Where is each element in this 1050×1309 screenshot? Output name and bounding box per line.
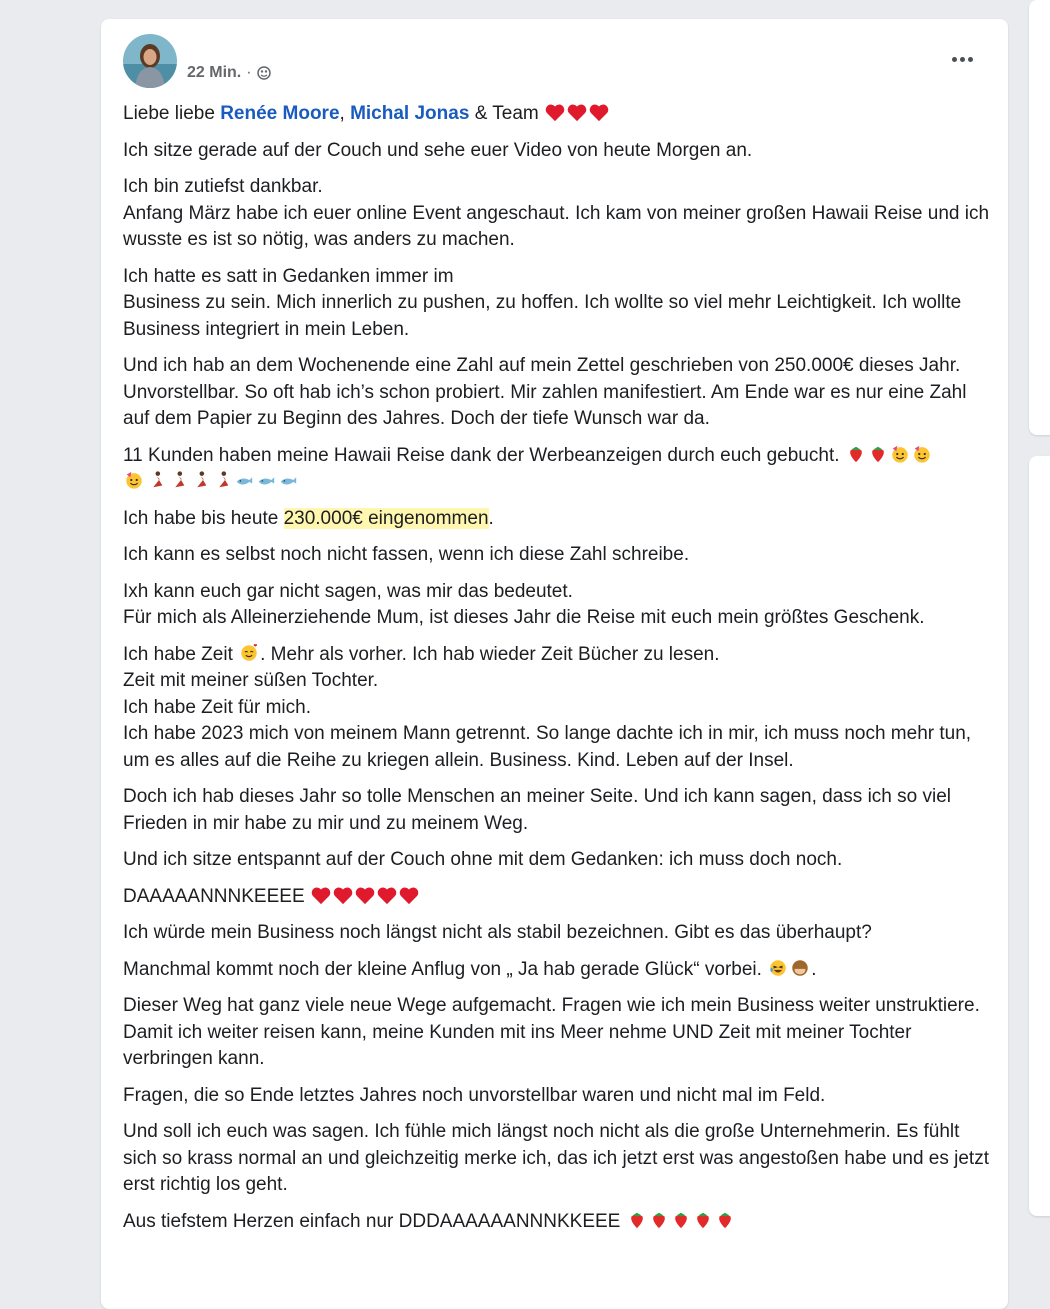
paragraph-line: 11 Kunden haben meine Hawaii Reise dank der Werbeanzeigen durch euch gebucht. (123, 444, 840, 466)
post-paragraph: Ich sitze gerade auf der Couch und sehe euer Video von heute Morgen an. (123, 139, 753, 161)
avatar[interactable] (123, 34, 177, 88)
post-paragraph (123, 642, 993, 775)
paragraph-line: Ich habe 2023 mich von meinem Mann getrennt. So lange dachte ich in mir, ich muss noch mehr tun, um es alles auf die Reihe zu kriegen allein. Business. Kind. Leben auf der Insel. (123, 723, 972, 771)
strawberry-icon (648, 1210, 670, 1230)
post-paragraph (123, 101, 993, 128)
post-paragraph (123, 443, 993, 496)
see-no-evil-monkey-icon (789, 958, 811, 978)
greeting-text: Liebe liebe (123, 103, 215, 124)
strawberry-icon (670, 1210, 692, 1230)
smiling-face-with-hearts-icon (238, 643, 260, 663)
paragraph-line: Und ich hab an dem Wochenende eine Zahl auf mein Zettel geschrieben von 250.000€ dieses Jahr. (123, 355, 961, 376)
paragraph-line: DAAAAANNNKEEEE (123, 885, 305, 907)
period: . (488, 507, 494, 529)
whale-icon (277, 470, 299, 490)
paragraph-line: Unvorstellbar. So oft hab ich’s schon probiert. Mir zahlen manifestiert. Am Ende war es nur eine Zahl auf dem Papier zu Beginn des Jahres. Doch der tiefe Wunsch war da. (123, 381, 967, 429)
post-paragraph: Ich kann es selbst noch nicht fassen, wenn ich diese Zahl schreibe. (123, 544, 690, 565)
post-paragraph (123, 353, 993, 433)
post-text (123, 101, 993, 1245)
heart-emoji-group (544, 102, 610, 122)
party-face-icon (911, 444, 933, 464)
paragraph-line: Ich bin zutiefst dankbar. (123, 176, 323, 197)
post-paragraph: Fragen, die so Ende letztes Jahres noch unvorstellbar waren und nicht mal im Feld. (123, 1084, 826, 1106)
red-heart-icon (398, 885, 420, 905)
paragraph-line: Ich habe bis heute (123, 507, 279, 529)
paragraph-line: . Mehr als vorher. Ich hab wieder Zeit Bücher zu lesen. (260, 643, 720, 665)
paragraph-line: Ich habe Zeit (123, 643, 233, 665)
red-heart-icon (332, 885, 354, 905)
post-timestamp[interactable]: 22 Min. (187, 64, 242, 81)
paragraph-line: Für mich als Alleinerziehende Mum, ist dieses Jahr die Reise mit euch mein größtes Geschenk. (123, 607, 925, 628)
party-face-icon (123, 470, 145, 490)
mention-renee-moore[interactable]: Renée Moore (220, 103, 340, 124)
side-card (1029, 456, 1050, 1216)
dancer-icon (189, 470, 211, 490)
red-heart-icon (376, 885, 398, 905)
post-paragraph (123, 506, 993, 533)
emoji-group (123, 470, 299, 490)
red-heart-icon (354, 885, 376, 905)
post-paragraph: Und soll ich euch was sagen. Ich fühle mich längst noch nicht als die große Unternehmerin. Es fühlt sich so krass normal an und gleichzeitig merke ich, das ich jetzt erst was angestoßen habe und es jetzt erst richtig los geht. (123, 1121, 989, 1195)
post-paragraph: Ich würde mein Business noch längst nicht als stabil bezeichnen. Gibt es das überhaupt? (123, 922, 872, 943)
post-card (101, 19, 1008, 1309)
paragraph-line: Ich habe Zeit für mich. (123, 696, 311, 718)
side-card (1029, 0, 1050, 435)
red-heart-icon (544, 102, 566, 122)
post-paragraph (123, 174, 993, 254)
post-paragraph (123, 884, 993, 911)
highlighted-amount: 230.000€ eingenommen (283, 507, 489, 529)
mention-michal-jonas[interactable]: Michal Jonas (350, 103, 470, 124)
red-heart-icon (310, 885, 332, 905)
strawberry-icon (845, 444, 867, 464)
post-paragraph: Dieser Weg hat ganz viele neue Wege aufgemacht. Fragen wie ich mein Business weiter unstruktiere. Damit ich weiter reisen kann, meine Kunden mit ins Meer nehme UND Zeit mit meiner Tochter verbringen kann. (123, 995, 980, 1069)
heart-emoji-group (310, 885, 420, 905)
post-paragraph: Doch ich hab dieses Jahr so tolle Menschen an meiner Seite. Und ich kann sagen, dass ich so viel Frieden in mir habe zu mir und zu meinem Weg. (123, 786, 952, 834)
paragraph-line: Anfang März habe ich euer online Event angeschaut. Ich kam von meiner großen Hawaii Reise und ich wusste es ist so nötig, was anders zu machen. (123, 202, 990, 250)
whale-icon (233, 470, 255, 490)
emoji-group (845, 444, 933, 464)
strawberry-icon (714, 1210, 736, 1230)
strawberry-icon (867, 444, 889, 464)
post-paragraph (123, 1209, 993, 1236)
post-paragraph: Und ich sitze entspannt auf der Couch ohne mit dem Gedanken: ich muss doch noch. (123, 849, 843, 870)
comma: , (339, 103, 345, 124)
paragraph-line: Business zu sein. Mich innerlich zu pushen, zu hoffen. Ich wollte so viel mehr Leichtigkeit. Ich wollte Business integriert in mein Leben. (123, 292, 962, 340)
period: . (811, 958, 817, 980)
post-paragraph (123, 579, 993, 632)
whale-icon (255, 470, 277, 490)
strawberry-icon (626, 1210, 648, 1230)
dancer-icon (167, 470, 189, 490)
paragraph-line: Zeit mit meiner süßen Tochter. (123, 670, 379, 691)
dancer-icon (211, 470, 233, 490)
meta-separator: · (246, 64, 252, 81)
post-meta (187, 64, 271, 82)
party-face-icon (889, 444, 911, 464)
paragraph-line: Ich hatte es satt in Gedanken immer im (123, 265, 454, 287)
red-heart-icon (566, 102, 588, 122)
globe-icon (257, 66, 271, 80)
paragraph-line: Manchmal kommt noch der kleine Anflug von „ Ja hab gerade Glück“ vorbei. (123, 958, 762, 980)
greeting-team: & Team (474, 103, 539, 124)
emoji-group (626, 1210, 736, 1230)
more-options-icon[interactable] (947, 47, 977, 71)
post-paragraph (123, 264, 993, 344)
laughing-face-icon (767, 958, 789, 978)
strawberry-icon (692, 1210, 714, 1230)
paragraph-line: Aus tiefstem Herzen einfach nur DDDAAAAAANNNKKEEE (123, 1210, 621, 1232)
post-paragraph (123, 957, 993, 984)
red-heart-icon (588, 102, 610, 122)
dancer-icon (145, 470, 167, 490)
paragraph-line: Ixh kann euch gar nicht sagen, was mir das bedeutet. (123, 580, 573, 602)
